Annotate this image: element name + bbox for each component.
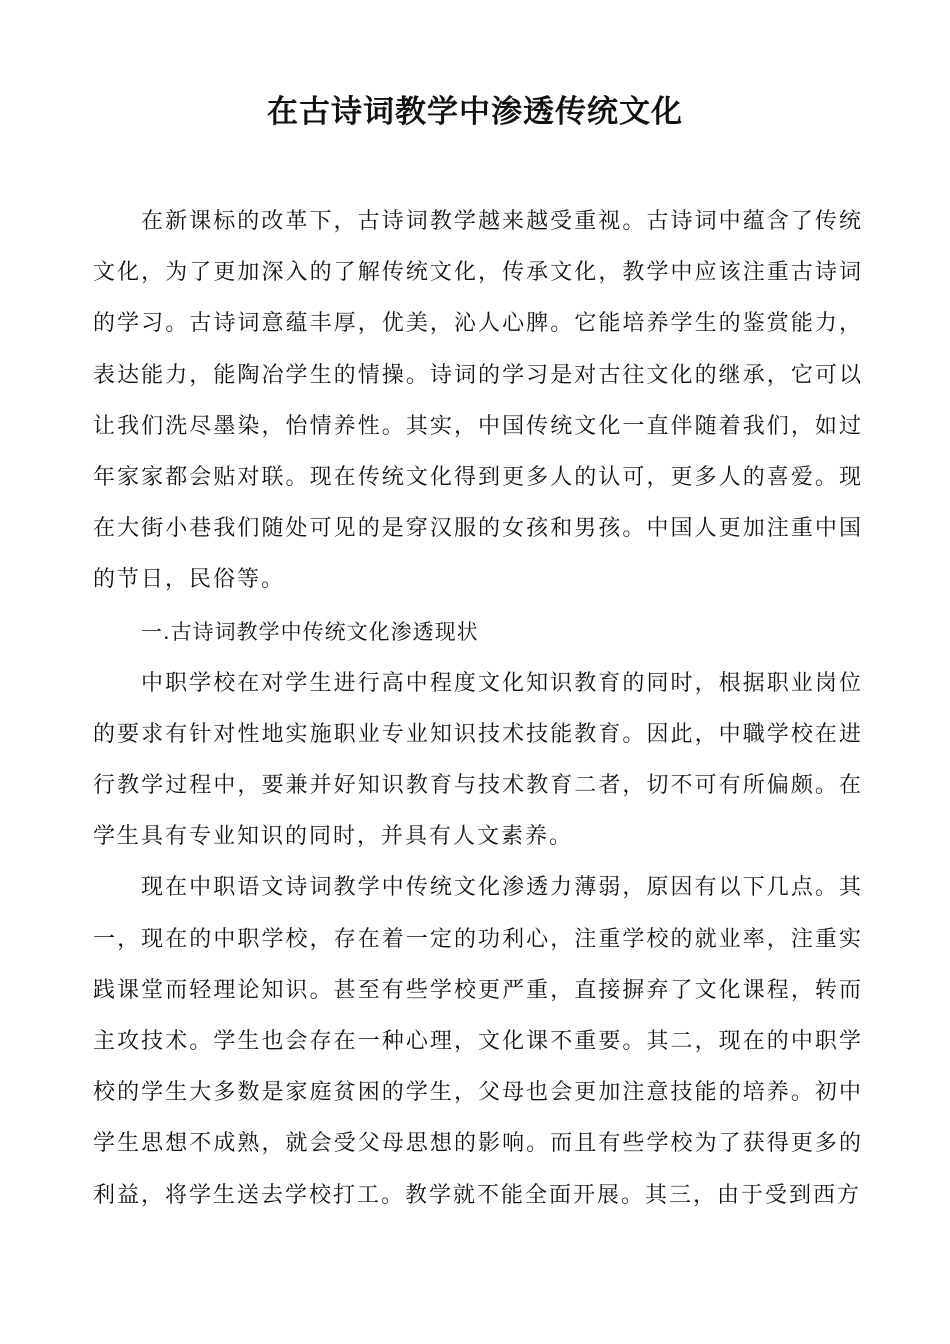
paragraph-current-issues: 现在中职语文诗词教学中传统文化渗透力薄弱，原因有以下几点。其一，现在的中职学校，存在着一定的功利心，注重学校的就业率，注重实践课堂而轻理论知识。甚至有些学校更严重，直接摒弃了文化课程，转而主攻技术。学生也会存在一种心理，文化课不重要。其二，现在的中职学校的学生大多数是家庭贫困的学生，父母也会更加注意技能的培养。初中学生思想不成熟，就会受父母思想的影响。而且有些学校为了获得更多的利益，将学生送去学校打工。教学就不能全面开展。其三，由于受到西方 [93,875,863,1208]
document-body [93,196,863,1221]
paragraph-intro: 在新课标的改革下，古诗词教学越来越受重视。古诗词中蕴含了传统文化，为了更加深入的了解传统文化，传承文化，教学中应该注重古诗词的学习。古诗词意蕴丰厚，优美，沁人心脾。它能培养学生的鉴赏能力，表达能力，能陶冶学生的情操。诗词的学习是对古往文化的继承，它可以让我们洗尽墨染，怡情养性。其实，中国传统文化一直伴随着我们，如过年家家都会贴对联。现在传统文化得到更多人的认可，更多人的喜爱。现在大街小巷我们随处可见的是穿汉服的女孩和男孩。中国人更加注重中国的节日，民俗等。 [93,209,863,593]
paragraph-vocational-education: 中职学校在对学生进行高中程度文化知识教育的同时，根据职业岗位的要求有针对性地实施职业专业知识技术技能教育。因此，中職学校在进行教学过程中，要兼并好知识教育与技术教育二者，切不可有所偏颇。在学生具有专业知识的同时，并具有人文素养。 [93,670,863,850]
section-heading: 一.古诗词教学中传统文化渗透现状 [141,619,479,644]
document-title: 在古诗词教学中渗透传统文化 [267,94,683,130]
